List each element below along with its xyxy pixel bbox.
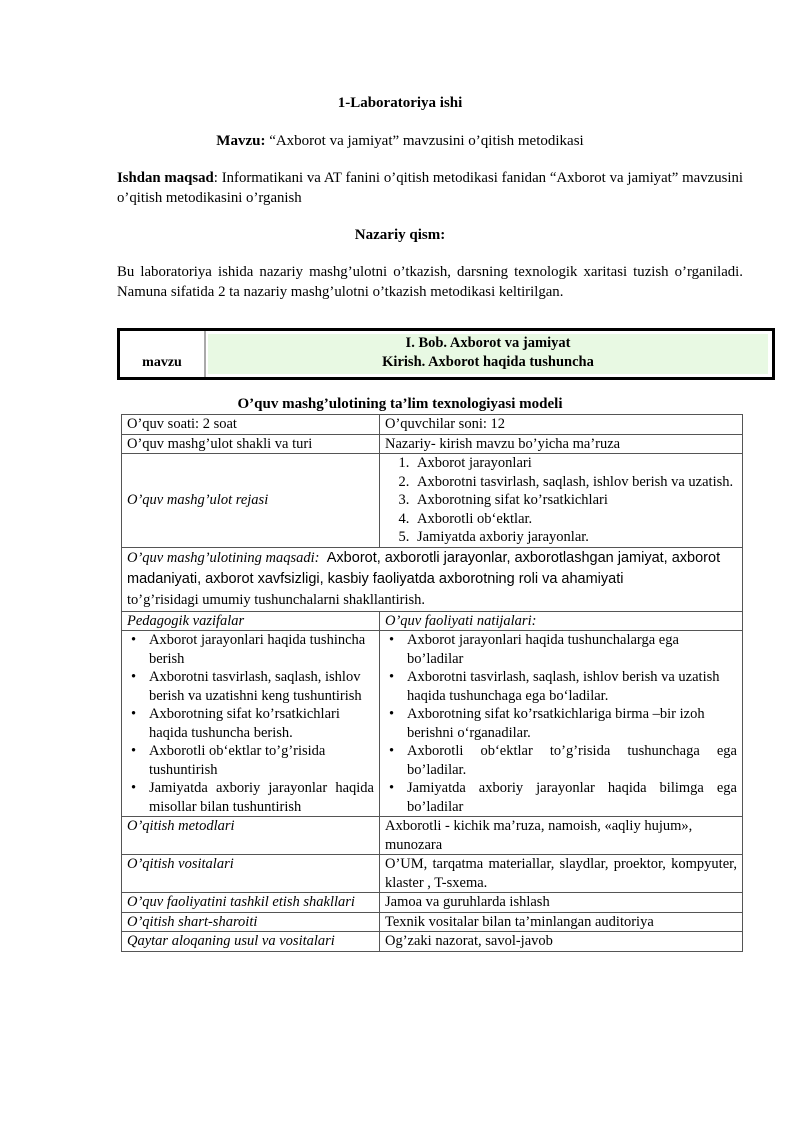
row-label: Qaytar aloqaning usul va vositalari xyxy=(122,932,380,952)
table-row xyxy=(122,912,743,932)
task-item: • Jamiyatda axboriy jarayonlar haqida misollar bilan tushuntirish xyxy=(149,779,374,816)
row-value: Axborotli - kichik ma’ruza, namoish, «aqliy hujum», munozara xyxy=(380,817,743,855)
results-list xyxy=(385,631,737,816)
theory-heading: Nazariy qism: xyxy=(354,227,446,243)
topic-label: Mavzu: xyxy=(216,133,266,149)
task-item: • Axborotning sifat ko’rsatkichlari haqida tushuncha berish. xyxy=(149,705,374,742)
table-row xyxy=(122,631,743,817)
tasks-label: Pedagogik vazifalar xyxy=(122,611,380,631)
chapter-box xyxy=(117,328,775,380)
table-row xyxy=(122,434,743,454)
table-row xyxy=(122,547,743,611)
goal-label: Ishdan maqsad xyxy=(117,170,214,186)
form-label: O’quv mashg’ulot shakli va turi xyxy=(122,434,380,454)
plan-list xyxy=(385,454,737,547)
plan-item: 3. Axborotning sifat ko’rsatkichlari xyxy=(413,491,737,510)
chapter-subtitle: Kirish. Axborot haqida tushuncha xyxy=(382,354,594,370)
result-item: • Axborotni tasvirlash, saqlash, ishlov berish va uzatish haqida tushunchaga ega bo‘ladilar. xyxy=(407,668,737,705)
row-label: O’qitish shart-sharoiti xyxy=(122,912,380,932)
tasks-cell xyxy=(122,631,380,817)
row-label: O’quv faoliyatini tashkil etish shakllari xyxy=(122,893,380,913)
lab-title: 1-Laboratoriya ishi xyxy=(337,95,463,111)
result-item: • Axborotning sifat ko’rsatkichlariga birma –bir izoh berishni o‘rganadilar. xyxy=(407,705,737,742)
chapter-box-label: mavzu xyxy=(142,355,182,370)
goal-text: : Informatikani va AT fanini o’qitish metodikasi fanidan “Axborot va jamiyat” mavzusini o’qitish metodikasini o’rganish xyxy=(117,170,743,206)
form-value: Nazariy- kirish mavzu bo’yicha ma’ruza xyxy=(380,434,743,454)
result-item: • Jamiyatda axboriy jarayonlar haqida bilimga ega bo’ladilar xyxy=(407,779,737,816)
task-item: • Axborot jarayonlari haqida tushincha berish xyxy=(149,631,374,668)
table-row xyxy=(122,817,743,855)
row-value: Og’zaki nazorat, savol-javob xyxy=(380,932,743,952)
table-row xyxy=(122,932,743,952)
task-item: • Axborotli ob‘ektlar to’g’risida tushuntirish xyxy=(149,742,374,779)
plan-cell xyxy=(380,454,743,548)
task-item: • Axborotni tasvirlash, saqlash, ishlov berish va uzatishni keng tushuntirish xyxy=(149,668,374,705)
row-value: Jamoa va guruhlarda ishlash xyxy=(380,893,743,913)
tasks-list xyxy=(127,631,374,816)
chapter-title: I. Bob. Axborot va jamiyat xyxy=(405,335,571,351)
intro-paragraph: Bu laboratoriya ishida nazariy mashg’ulotni o’tkazish, darsning texnologik xaritasi tuzish o’rganiladi. Namuna sifatida 2 ta nazariy mashg’ulotni o’tkazish metodikasi keltirilgan. xyxy=(117,264,743,300)
plan-label: O’quv mashg’ulot rejasi xyxy=(122,454,380,548)
table-row xyxy=(122,415,743,435)
table-caption: O’quv mashg’ulotining ta’lim texnologiyasi modeli xyxy=(237,396,563,412)
table-row xyxy=(122,893,743,913)
plan-item: 4. Axborotli ob‘ektlar. xyxy=(413,510,737,529)
row-label: O’qitish metodlari xyxy=(122,817,380,855)
aim-tail: to’g’risidagi umumiy tushunchalarni shakllantirish. xyxy=(127,591,426,608)
results-cell xyxy=(380,631,743,817)
students-cell: O’quvchilar soni: 12 xyxy=(380,415,743,435)
aim-label: O’quv mashg’ulotining maqsadi: xyxy=(127,549,320,566)
topic-text: “Axborot va jamiyat” mavzusini o’qitish metodikasi xyxy=(265,133,584,149)
result-item: • Axborot jarayonlari haqida tushunchalarga ega bo’ladilar xyxy=(407,631,737,668)
row-value: O’UM, tarqatma materiallar, slaydlar, proektor, kompyuter, klaster , T-sxema. xyxy=(380,855,743,893)
table-row xyxy=(122,454,743,548)
row-label: O’qitish vositalari xyxy=(122,855,380,893)
topic-line xyxy=(0,133,800,150)
chapter-box-title xyxy=(208,334,768,374)
table-row xyxy=(122,855,743,893)
result-item: • Axborotli ob‘ektlar to’g’risida tushunchaga ega bo’ladilar. xyxy=(407,742,737,779)
hours-cell: O’quv soati: 2 soat xyxy=(122,415,380,435)
row-value: Texnik vositalar bilan ta’minlangan auditoriya xyxy=(380,912,743,932)
plan-item: 1. Axborot jarayonlari xyxy=(413,454,737,473)
model-table xyxy=(121,414,743,952)
results-label: O’quv faoliyati natijalari: xyxy=(380,611,743,631)
plan-item: 2. Axborotni tasvirlash, saqlash, ishlov berish va uzatish. xyxy=(413,473,737,492)
aim-text: Axborot, axborotli jarayonlar, axborotlashgan jamiyat, axborot madaniyati, axborot xavfsizligi, kasbiy faoliyatda axborotning roli va ahamiyati xyxy=(127,549,721,587)
aim-cell xyxy=(122,547,743,611)
goal-paragraph xyxy=(117,168,743,208)
plan-item: 5. Jamiyatda axboriy jarayonlar. xyxy=(413,528,737,547)
table-row xyxy=(122,611,743,631)
chapter-box-left xyxy=(120,331,206,377)
